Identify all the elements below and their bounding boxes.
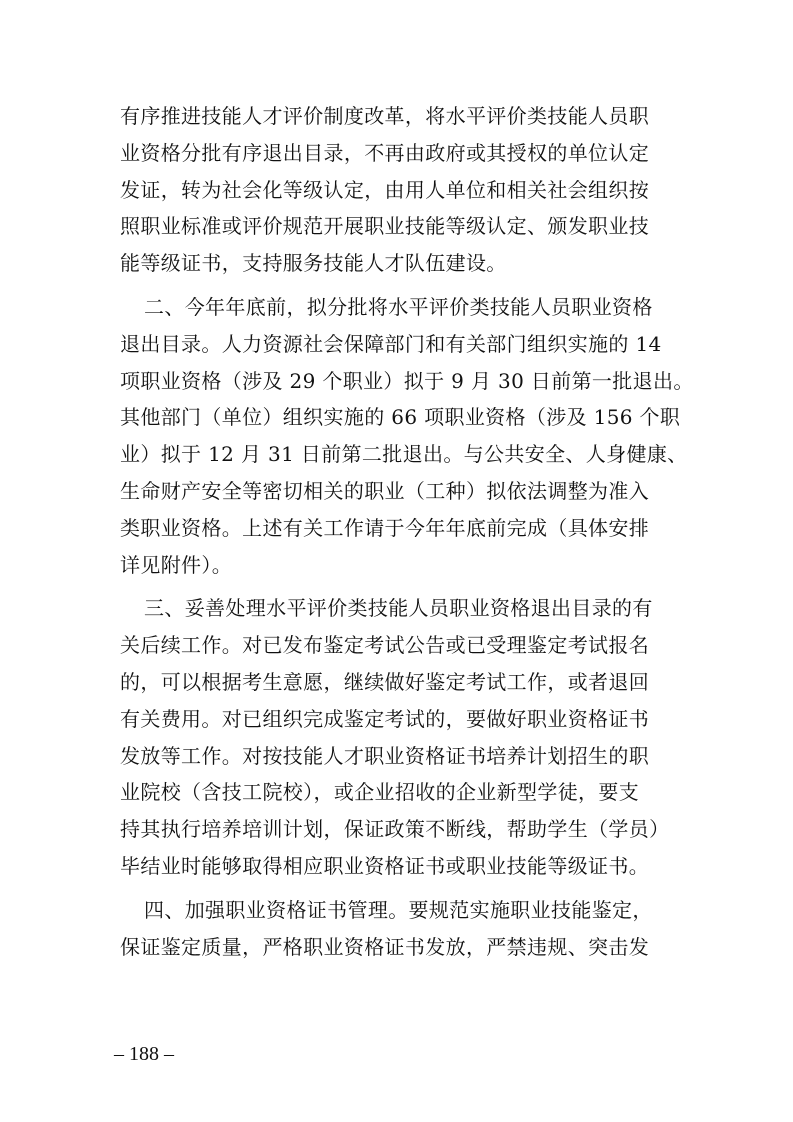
text-line: 保证鉴定质量，严格职业资格证书发放，严禁违规、突击发 bbox=[120, 934, 650, 959]
paragraph-continuation bbox=[120, 98, 678, 282]
text-line: 关后续工作。对已发布鉴定考试公告或已受理鉴定考试报名 bbox=[120, 633, 650, 658]
text-line: 详见附件）。 bbox=[120, 552, 233, 577]
paragraph-section-two bbox=[120, 289, 694, 583]
paragraph-spacer bbox=[120, 282, 678, 289]
text-line: 业资格分批有序退出目录，不再由政府或其授权的单位认定 bbox=[120, 140, 650, 165]
text-line: 其他部门（单位）组织实施的 66 项职业资格（涉及 156 个职 bbox=[120, 405, 681, 430]
text-line: 三、妥善处理水平评价类技能人员职业资格退出目录的有 bbox=[144, 596, 653, 621]
text-line: 有序推进技能人才评价制度改革，将水平评价类技能人员职 bbox=[120, 104, 650, 128]
text-line: 业）拟于 12 月 31 日前第二批退出。与公共安全、人身健康、 bbox=[120, 442, 688, 467]
text-line: 生命财产安全等密切相关的职业（工种）拟依法调整为准入 bbox=[120, 478, 650, 503]
text-line: 毕结业时能够取得相应职业资格证书或职业技能等级证书。 bbox=[120, 853, 650, 878]
text-line: 项职业资格（涉及 29 个职业）拟于 9 月 30 日前第一批退出。 bbox=[120, 368, 694, 393]
text-line: 退出目录。人力资源社会保障部门和有关部门组织实施的 14 bbox=[120, 331, 662, 356]
text-line: 发证，转为社会化等级认定，由用人单位和相关社会组织按 bbox=[120, 177, 650, 202]
text-line: 能等级证书，支持服务技能人才队伍建设。 bbox=[120, 251, 507, 276]
text-line: 的，可以根据考生意愿，继续做好鉴定考试工作，或者退回 bbox=[120, 669, 650, 694]
text-line: 业院校（含技工院校），或企业招收的企业新型学徒，要支 bbox=[120, 780, 640, 805]
text-line: 照职业标准或评价规范开展职业技能等级认定、颁发职业技 bbox=[120, 214, 650, 239]
paragraph-section-four bbox=[120, 892, 678, 966]
page-number: – 188 – bbox=[114, 1043, 174, 1065]
document-body bbox=[120, 98, 694, 965]
paragraph-section-three bbox=[120, 590, 678, 884]
paragraph-spacer bbox=[120, 885, 678, 892]
text-line: 四、加强职业资格证书管理。要规范实施职业技能鉴定， bbox=[144, 897, 653, 922]
text-line: 有关费用。对已组织完成鉴定考试的，要做好职业资格证书 bbox=[120, 706, 650, 731]
text-line: 类职业资格。上述有关工作请于今年年底前完成（具体安排 bbox=[120, 515, 650, 540]
text-line: 持其执行培养培训计划，保证政策不断线，帮助学生（学员） bbox=[120, 817, 670, 842]
text-line: 发放等工作。对按技能人才职业资格证书培养计划招生的职 bbox=[120, 743, 650, 768]
paragraph-spacer bbox=[120, 583, 678, 590]
text-line: 二、今年年底前，拟分批将水平评价类技能人员职业资格 bbox=[144, 294, 653, 319]
